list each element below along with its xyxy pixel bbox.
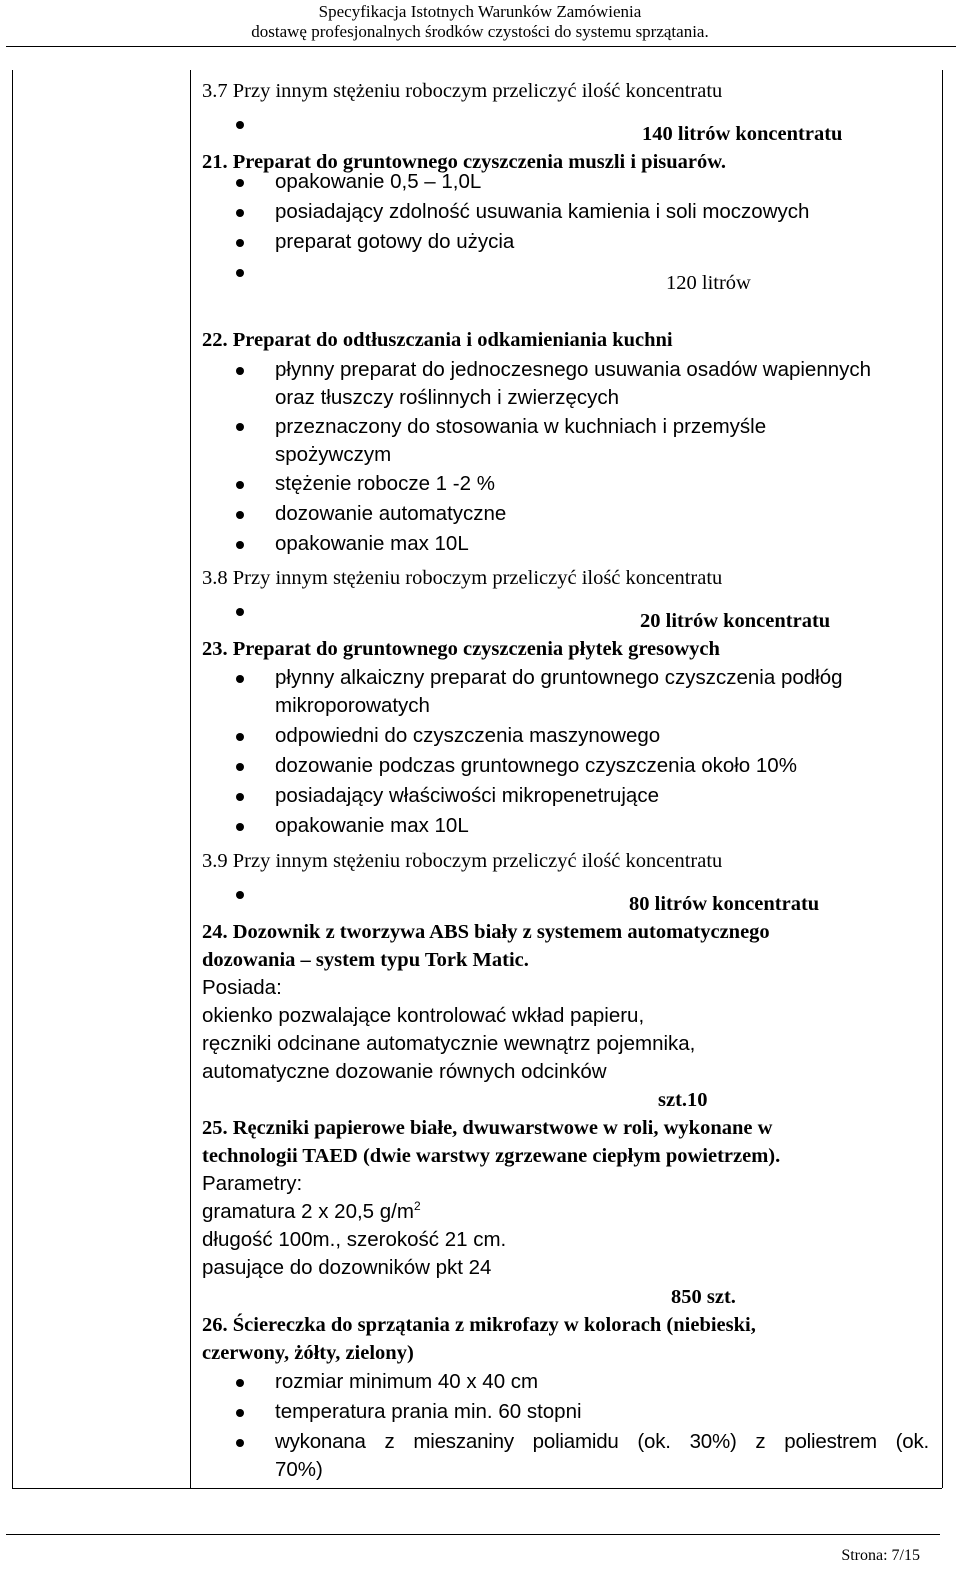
item-26-title: 26. Ściereczka do sprzątania z mikrofazy w kolorach (niebieski, xyxy=(202,1314,756,1336)
bullet-icon xyxy=(236,1409,244,1417)
grammage-text: gramatura 2 x 20,5 g/m xyxy=(202,1200,414,1223)
quantity-120: 120 litrów xyxy=(666,272,751,294)
item-23-bullet: dozowanie podczas gruntownego czyszczenia około 10% xyxy=(275,754,797,777)
bullet-icon xyxy=(236,239,244,247)
quantity-20: 20 litrów koncentratu xyxy=(640,610,831,632)
document-subtitle: dostawę profesjonalnych środków czystości do systemu sprzątania. xyxy=(251,22,709,41)
item-26-bullet: rozmiar minimum 40 x 40 cm xyxy=(275,1370,539,1393)
quantity-10: szt.10 xyxy=(658,1089,708,1111)
item-22-bullet-cont: oraz tłuszczy roślinnych i zwierzęcych xyxy=(275,386,620,409)
bullet-icon xyxy=(236,1379,244,1387)
item-25-line: pasujące do dozowników pkt 24 xyxy=(202,1256,492,1279)
item-25-line: Parametry: xyxy=(202,1172,303,1195)
bullet-icon xyxy=(236,1439,244,1447)
header-rule xyxy=(6,46,956,47)
footer-rule xyxy=(6,1534,940,1535)
item-26-bullet-cont: 70%) xyxy=(275,1458,323,1481)
item-26-bullet: wykonana z mieszaniny poliamidu (ok. 30%) z poliestrem (ok. xyxy=(275,1430,929,1453)
bullet-icon xyxy=(236,481,244,489)
item-25-title-cont: technologii TAED (dwie warstwy zgrzewane ciepłym powietrzem). xyxy=(202,1145,781,1167)
item-23-bullet: płynny alkaiczny preparat do gruntownego czyszczenia podłóg xyxy=(275,666,843,689)
bullet-icon xyxy=(236,121,244,129)
item-26-title-cont: czerwony, żółty, zielony) xyxy=(202,1342,414,1364)
document-title: Specyfikacja Istotnych Warunków Zamówienia xyxy=(318,2,642,21)
quantity-80: 80 litrów koncentratu xyxy=(629,893,820,915)
table-border-left xyxy=(12,70,13,1488)
item-23-bullet: opakowanie max 10L xyxy=(275,814,469,837)
bullet-icon xyxy=(236,423,244,431)
item-22-bullet: opakowanie max 10L xyxy=(275,532,469,555)
recalc-note-3-7: 3.7 Przy innym stężeniu roboczym przeliczyć ilość koncentratu xyxy=(202,80,723,102)
table-border-bottom xyxy=(12,1488,942,1489)
item-22-title: 22. Preparat do odtłuszczania i odkamieniania kuchni xyxy=(202,329,673,351)
item-25-title: 25. Ręczniki papierowe białe, dwuwarstwowe w roli, wykonane w xyxy=(202,1117,773,1139)
bullet-icon xyxy=(236,793,244,801)
item-23-bullet: odpowiedni do czyszczenia maszynowego xyxy=(275,724,661,747)
item-22-bullet: przeznaczony do stosowania w kuchniach i przemyśle xyxy=(275,415,767,438)
table-column-divider xyxy=(190,70,191,1488)
item-22-bullet-cont: spożywczym xyxy=(275,443,392,466)
item-21-bullet: preparat gotowy do użycia xyxy=(275,230,515,253)
item-25-line xyxy=(202,1199,421,1225)
item-22-bullet: stężenie robocze 1 -2 % xyxy=(275,472,495,495)
bullet-icon xyxy=(236,269,244,277)
item-21-title: 21. Preparat do gruntownego czyszczenia muszli i pisuarów. xyxy=(202,151,727,173)
recalc-note-3-9: 3.9 Przy innym stężeniu roboczym przeliczyć ilość koncentratu xyxy=(202,850,723,872)
item-24-title-cont: dozowania – system typu Tork Matic. xyxy=(202,949,529,971)
item-22-bullet: dozowanie automatyczne xyxy=(275,502,507,525)
bullet-icon xyxy=(236,891,244,899)
quantity-140: 140 litrów koncentratu xyxy=(642,123,843,145)
bullet-icon xyxy=(236,367,244,375)
quantity-850: 850 szt. xyxy=(671,1286,736,1308)
item-23-bullet: posiadający właściwości mikropenetrujące xyxy=(275,784,659,807)
item-24-title: 24. Dozownik z tworzywa ABS biały z systemem automatycznego xyxy=(202,921,770,943)
bullet-icon xyxy=(236,608,244,616)
bullet-icon xyxy=(236,733,244,741)
item-21-bullet: opakowanie 0,5 – 1,0L xyxy=(275,170,482,193)
grammage-exponent: 2 xyxy=(413,1199,421,1214)
item-24-line: okienko pozwalające kontrolować wkład papieru, xyxy=(202,1004,645,1027)
item-23-title: 23. Preparat do gruntownego czyszczenia płytek gresowych xyxy=(202,638,720,660)
bullet-icon xyxy=(236,823,244,831)
bullet-icon xyxy=(236,675,244,683)
item-24-line: ręczniki odcinane automatycznie wewnątrz pojemnika, xyxy=(202,1032,696,1055)
item-22-bullet: płynny preparat do jednoczesnego usuwania osadów wapiennych xyxy=(275,358,872,381)
item-21-bullet: posiadający zdolność usuwania kamienia i soli moczowych xyxy=(275,200,810,223)
bullet-icon xyxy=(236,209,244,217)
item-24-line: automatyczne dozowanie równych odcinków xyxy=(202,1060,607,1083)
item-26-bullet: temperatura prania min. 60 stopni xyxy=(275,1400,582,1423)
item-23-bullet-cont: mikroporowatych xyxy=(275,694,430,717)
bullet-icon xyxy=(236,541,244,549)
bullet-icon xyxy=(236,511,244,519)
table-border-right xyxy=(942,70,943,1488)
bullet-icon xyxy=(236,763,244,771)
recalc-note-3-8: 3.8 Przy innym stężeniu roboczym przeliczyć ilość koncentratu xyxy=(202,567,723,589)
item-25-line: długość 100m., szerokość 21 cm. xyxy=(202,1228,507,1251)
bullet-icon xyxy=(236,179,244,187)
page-number: Strona: 7/15 xyxy=(841,1547,920,1564)
item-24-line: Posiada: xyxy=(202,976,282,999)
